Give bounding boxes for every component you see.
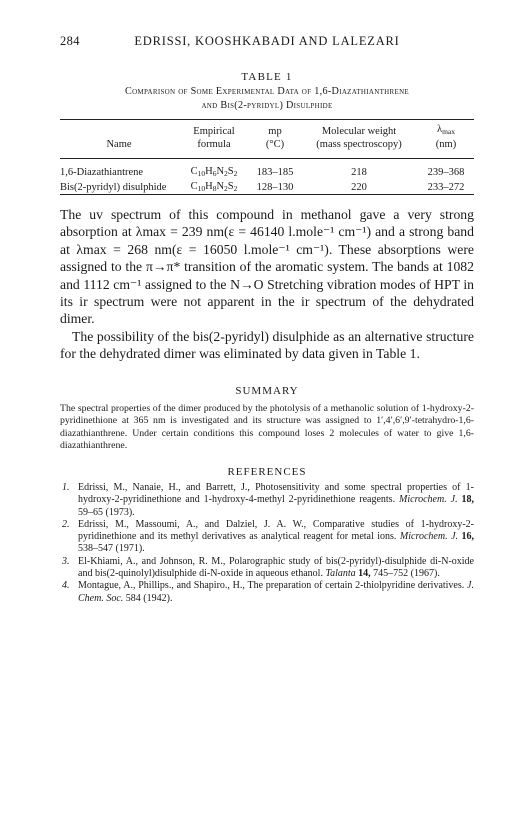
- summary-heading: SUMMARY: [235, 385, 299, 397]
- col-lambda-header: λmax: [436, 124, 455, 136]
- table-row: [60, 180, 474, 195]
- references-list: [60, 482, 474, 605]
- running-head-authors: EDRISSI, KOOSHKABADI AND LALEZARI: [134, 34, 400, 48]
- col-mw-header: Molecular weight: [321, 126, 397, 137]
- reference-number: 3.: [62, 555, 70, 567]
- table-header-row-2: [60, 138, 474, 151]
- table-caption-line-2: and Bis(2-pyridyl) Disulphide: [201, 100, 333, 111]
- cell-mp: 183–185: [256, 167, 294, 178]
- col-name-header: Name: [106, 139, 132, 150]
- table-label: TABLE 1: [241, 71, 293, 83]
- reference-item: 2. Edrissi, M., Massoumi, A., and Dalziel, J. A. W., Comparative studies of 1-hydroxy-2-pyridinethione and its methyl derivatives as analytical reagent for metal ions. Microchem. J. 16, 538–547 (1971).: [62, 518, 475, 555]
- reference-item: 3. El-Khiami, A., and Johnson, R. M., Polarographic study of bis(2-pyridyl)-disulphide di-N-oxide and bis(2-quinolyl)disulphide di-N-oxide in aqueous ethanol. Talanta 14, 745–752 (1967).: [62, 555, 474, 580]
- table-header-row-1: [60, 123, 474, 138]
- col-mp-subheader: (°C): [265, 139, 285, 150]
- page-number: 284: [60, 34, 80, 48]
- cell-name: Bis(2-pyridyl) disulphide: [60, 182, 167, 193]
- col-mw-subheader: (mass spectroscopy): [316, 139, 402, 150]
- summary-text: The spectral properties of the dimer produced by the photolysis of a methanolic solution of 1-hydroxy-2-pyridinethione at 365 nm is investigated and its structure was assigned to 1′,4′,6′,9′-tetrahydro-1,6-diazathianthrene. Under certain conditions this compound loses 2 molecules of water to give 1,6-diazathianthrene.: [60, 403, 474, 452]
- comparison-table: [60, 123, 474, 195]
- reference-number: 2.: [62, 518, 70, 530]
- table-caption: [60, 85, 474, 113]
- reference-number: 1.: [62, 482, 70, 493]
- cell-mw: 218: [351, 167, 367, 178]
- col-mp-header: mp: [268, 126, 282, 137]
- cell-mw: 220: [351, 182, 367, 193]
- table-top-rule: [60, 119, 474, 120]
- body-paragraph-2: The possibility of the bis(2-pyridyl) disulphide as an alternative structure for the dehydrated dimer was eliminated by data given in Table 1.: [60, 328, 474, 362]
- col-formula-header: Empirical: [193, 126, 235, 137]
- references-heading: REFERENCES: [227, 466, 307, 478]
- col-lambda-subheader: (nm): [435, 139, 457, 150]
- table-caption-line-1: Comparison of Some Experimental Data of 1,6-Diazathianthrene: [124, 86, 410, 97]
- reference-number: 4.: [62, 580, 70, 592]
- cell-name: 1,6-Diazathiantrene: [60, 167, 144, 178]
- cell-lambda: 233–272: [427, 182, 465, 193]
- cell-formula: $C_{10}H_8N_2S_2$: [190, 181, 238, 193]
- cell-mp: 128–130: [256, 182, 294, 193]
- body-paragraph-1: The uv spectrum of this compound in methanol gave a very strong absorption at λmax = 239 nm(ε = 46140 l.mole⁻¹ cm⁻¹) and a strong band at λmax = 268 nm(ε = 16050 l.mole⁻¹ cm⁻¹). These absorptions were assigned to the π→π* transition of the aromatic system. The bands at 1082 and 1112 cm⁻¹ assigned to the N→O Stretching vibration modes of HPT in its ir spectrum were not apparent in the ir spectrum of the dehydrated dimer.: [60, 207, 474, 327]
- table-row: [60, 165, 474, 180]
- body-text: [60, 206, 474, 363]
- reference-item: 1. Edrissi, M., Nanaie, H., and Barrett, J., Photosensitivity and some spectral properties of 1-hydroxy-2-pyridinethione and 1-hydroxy-4-methyl 2-pyridinethione reagents. Microchem. J. 18, 59–65 (1973).: [62, 482, 475, 518]
- col-formula-subheader: formula: [197, 139, 231, 150]
- cell-formula: $C_{10}H_6N_2S_2$: [190, 166, 238, 178]
- cell-lambda: 239–368: [427, 167, 465, 178]
- reference-item: 4. Montague, A., Phillips., and Shapiro., H., The preparation of certain 2-thiolpyridine derivatives. J. Chem. Soc. 584 (1942).: [62, 580, 474, 604]
